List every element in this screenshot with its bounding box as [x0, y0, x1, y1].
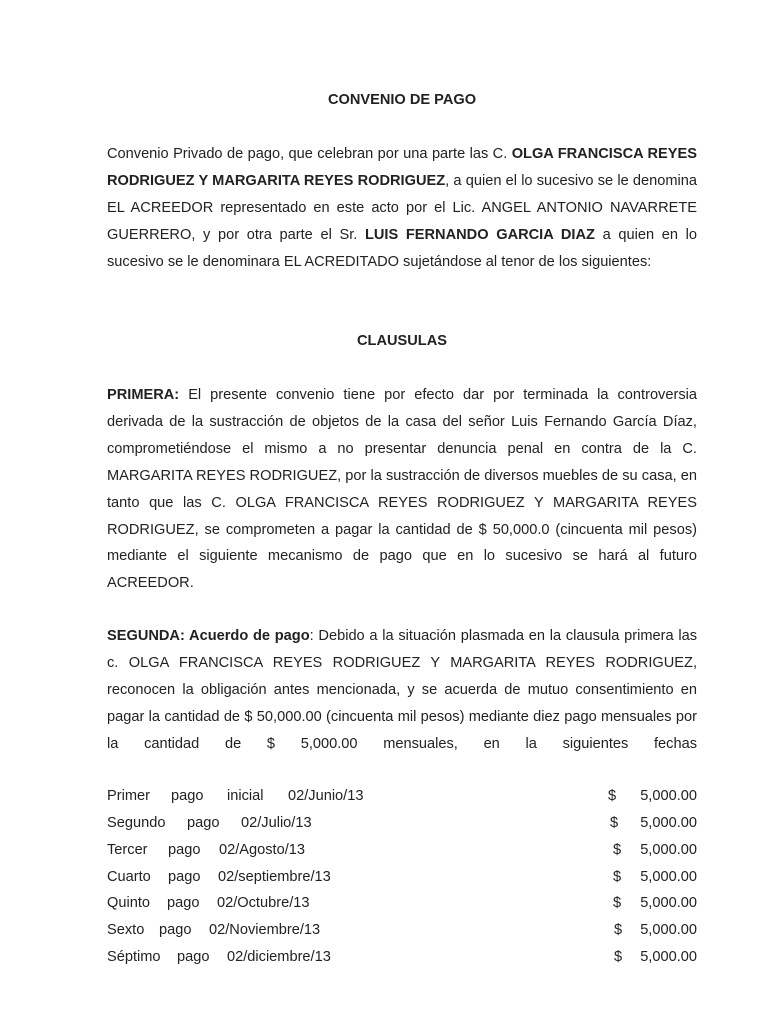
clause-primera-label: PRIMERA: [107, 387, 180, 403]
payment-word: pago [171, 788, 204, 804]
clause-primera-text: El presente convenio tiene por efecto dar por terminada la controversia derivada de la sustracción de objetos de la casa del señor Luis Fernando García Díaz, comprometiéndose el mismo a no presentar denuncia penal en contra de la C. MARGARITA REYES RODRIGUEZ, por la sustracción de diversos muebles de su casa, en tanto que las C. OLGA FRANCISCA REYES RODRIGUEZ Y MARGARITA REYES RODRIGUEZ, se comprometen a pagar la cantidad de $ 50,000.0 (cincuenta mil pesos) mediante el siguiente mecanismo de pago que en lo sucesivo se hará al futuro ACREEDOR. [107, 387, 697, 592]
payment-amount: 5,000.00 [640, 922, 697, 938]
payment-word: pago [168, 869, 201, 885]
payment-date: 02/Junio/13 [288, 788, 364, 804]
payment-ordinal: Segundo [107, 815, 166, 831]
payment-ordinal: Quinto [107, 895, 150, 911]
payment-date: 02/septiembre/13 [218, 869, 331, 885]
currency-sign: $ [613, 869, 622, 885]
payment-ordinal: Sexto [107, 922, 145, 938]
payment-row [107, 944, 697, 971]
creditor-names: OLGA FRANCISCA REYES RODRIGUEZ Y MARGARITA REYES RODRIGUEZ [107, 146, 697, 189]
payment-row [107, 917, 697, 944]
payment-amount: 5,000.00 [640, 815, 697, 831]
intro-text-3: a quien en lo sucesivo se le denominara EL ACREDITADO sujetándose al tenor de los siguientes: [107, 226, 697, 270]
payment-date: 02/Agosto/13 [219, 842, 306, 858]
currency-sign: $ [613, 895, 622, 911]
currency-sign: $ [610, 815, 619, 831]
currency-sign: $ [614, 922, 623, 938]
currency-sign: $ [613, 842, 622, 858]
payment-ordinal: Tercer [107, 842, 148, 858]
payment-date: 02/Octubre/13 [217, 895, 310, 911]
currency-sign: $ [614, 949, 623, 965]
currency-sign: $ [608, 788, 617, 804]
payment-word: pago [167, 895, 200, 911]
payment-amount: 5,000.00 [640, 949, 697, 965]
clause-primera [107, 382, 697, 597]
debtor-name: LUIS FERNANDO GARCIA DIAZ [364, 226, 595, 243]
payment-amount: 5,000.00 [640, 842, 697, 858]
clause-segunda [107, 623, 697, 758]
payment-word: pago [187, 815, 220, 831]
clausulas-heading: CLAUSULAS [357, 333, 447, 349]
payment-word: pago [177, 949, 210, 965]
intro-text-2: , a quien el lo sucesivo se le denomina EL ACREEDOR representado en este acto por el Lic. ANGEL ANTONIO NAVARRETE GUERRERO, y por otra parte el Sr. [107, 172, 697, 243]
payment-row [107, 783, 697, 810]
payment-date: 02/Noviembre/13 [209, 922, 321, 938]
payment-ordinal: Séptimo [107, 949, 161, 965]
clause-segunda-text: : Debido a la situación plasmada en la clausula primera las c. OLGA FRANCISCA REYES RODRIGUEZ Y MARGARITA REYES RODRIGUEZ, reconocen la obligación antes mencionada, y se acuerda de mutuo consentimiento en pagar la cantidad de $ 50,000.00 (cincuenta mil pesos) mediante diez pago mensuales por la cantidad de $ 5,000.00 mensuales, en la siguientes fechas [107, 628, 697, 752]
payment-row [107, 810, 697, 837]
payment-word: pago [168, 842, 201, 858]
payment-ordinal: Primer [107, 788, 150, 804]
intro-text-1: Convenio Privado de pago, que celebran por una parte las C. [107, 146, 512, 162]
payment-word: pago [159, 922, 192, 938]
payment-row [107, 864, 697, 891]
payment-ordinal: Cuarto [107, 869, 151, 885]
payment-row [107, 890, 697, 917]
document-title: CONVENIO DE PAGO [327, 92, 477, 108]
payment-amount: 5,000.00 [640, 869, 697, 885]
payment-note: inicial [227, 788, 264, 804]
intro-paragraph [107, 141, 697, 276]
clause-segunda-label: SEGUNDA: Acuerdo de pago [107, 628, 310, 644]
payment-amount: 5,000.00 [640, 788, 697, 804]
payment-amount: 5,000.00 [640, 895, 697, 911]
payment-row [107, 837, 697, 864]
payment-date: 02/diciembre/13 [227, 949, 331, 965]
payment-date: 02/Julio/13 [241, 815, 312, 831]
